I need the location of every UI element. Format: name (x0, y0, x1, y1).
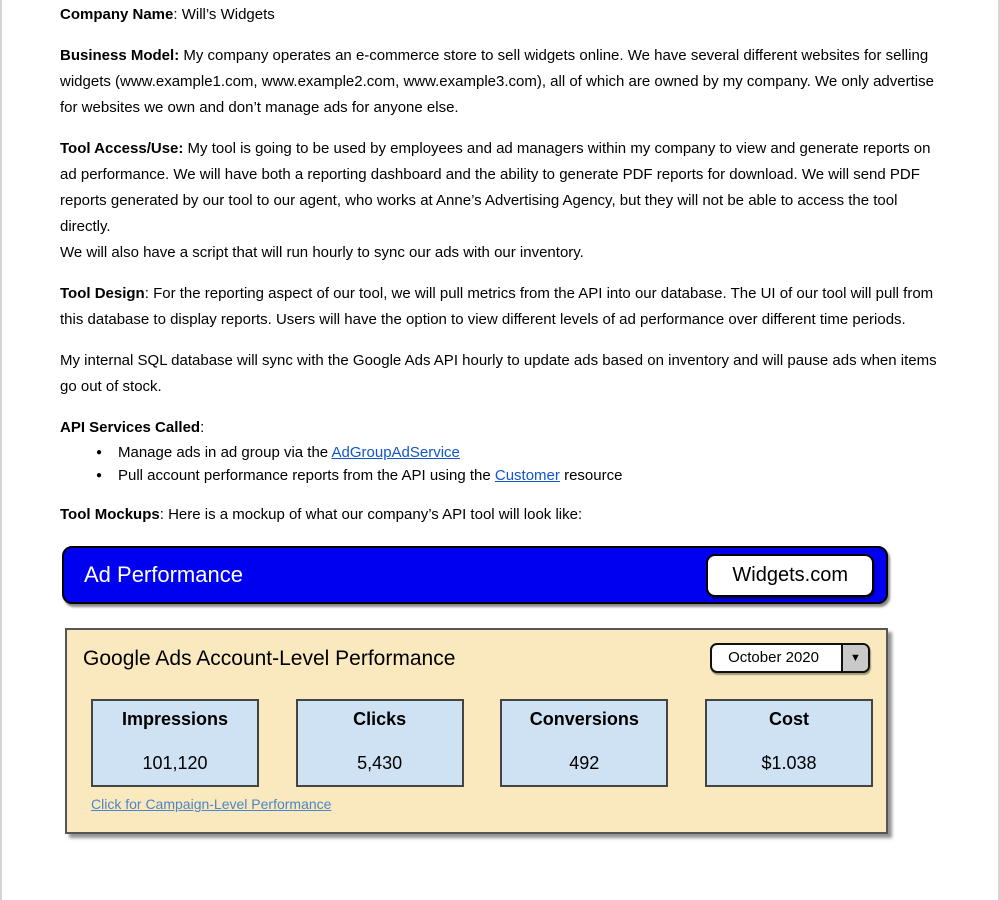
metric-card-cost (705, 699, 873, 787)
tool-access-label: Tool Access/Use: (60, 140, 184, 157)
metric-card-impressions (91, 699, 259, 787)
metric-value: 101,120 (142, 753, 208, 773)
tool-design-label: Tool Design (60, 285, 145, 302)
campaign-level-link[interactable]: Click for Campaign-Level Performance (91, 796, 332, 812)
banner-title: Ad Performance (84, 562, 243, 587)
company-name-label: Company Name (60, 6, 174, 23)
adgroupadservice-link[interactable]: AdGroupAdService (331, 444, 460, 461)
list-item (60, 441, 940, 464)
chevron-down-icon[interactable]: ▼ (841, 645, 868, 671)
metric-value: 492 (569, 753, 600, 773)
tool-design-paragraph (60, 281, 940, 333)
api-services-heading: API Services Called: (60, 419, 205, 436)
tool-design-text: : For the reporting aspect of our tool, we will pull metrics from the API into our database. The UI of our tool will pull from this database to display reports. Users will have the option to view different levels of ad performance over different time periods. (60, 285, 934, 328)
mockup-banner (62, 546, 888, 604)
metric-cards-row (91, 699, 873, 787)
tool-access-paragraph (60, 136, 940, 266)
metric-value: $1.038 (761, 753, 817, 773)
metric-card-clicks (296, 699, 464, 787)
api-services-label: API Services Called (60, 419, 201, 436)
tool-mockups-text: : Here is a mockup of what our company’s API tool will look like: (159, 506, 583, 523)
widgets-site-button[interactable]: Widgets.com (706, 554, 874, 597)
metric-label: Impressions (121, 709, 229, 729)
bullet-icon: ● (96, 447, 103, 458)
month-dropdown[interactable] (710, 643, 870, 673)
performance-panel (65, 628, 888, 834)
bullet2-suffix: resource (559, 467, 623, 484)
bullet-icon: ● (96, 470, 103, 481)
tool-mockups-paragraph (60, 502, 940, 528)
metric-value: 5,430 (357, 753, 403, 773)
metric-card-conversions (500, 699, 668, 787)
sql-note-paragraph: My internal SQL database will sync with the Google Ads API hourly to update ads based on inventory and will pause ads when items go out of stock. (60, 352, 937, 395)
metric-label: Conversions (529, 709, 639, 729)
customer-link[interactable]: Customer (494, 467, 560, 484)
list-item (60, 464, 940, 487)
company-name-paragraph (60, 2, 940, 28)
month-dropdown-value: October 2020 (728, 649, 819, 666)
business-model-paragraph (60, 43, 940, 121)
bullet2-text: Pull account performance reports from the API using the (118, 467, 495, 484)
company-name-value: : Will’s Widgets (173, 6, 275, 23)
bullet1-text: Manage ads in ad group via the (118, 444, 332, 461)
business-model-text: My company operates an e-commerce store to sell widgets online. We have several different websites for selling widgets (www.example1.com, www.example2.com, www.example3.com), all of which are owned by my company. We only advertise for websites we own and don’t manage ads for anyone else. (60, 47, 934, 116)
metric-label: Clicks (353, 709, 407, 729)
panel-title: Google Ads Account-Level Performance (83, 647, 456, 670)
tool-mockups-label: Tool Mockups (60, 506, 160, 523)
api-services-list (60, 441, 940, 487)
tool-access-text: My tool is going to be used by employees and ad managers within my company to view and generate reports on ad performance. We will have both a reporting dashboard and the ability to generate PDF reports for download. We will send PDF reports generated by our tool to our agent, who works at Anne’s Advertising Agency, but they will not be able to access the tool directly. (60, 140, 931, 235)
business-model-label: Business Model: (60, 47, 180, 64)
metric-label: Cost (768, 709, 809, 729)
tool-access-line2: We will also have a script that will run hourly to sync our ads with our inventory. (60, 244, 584, 261)
